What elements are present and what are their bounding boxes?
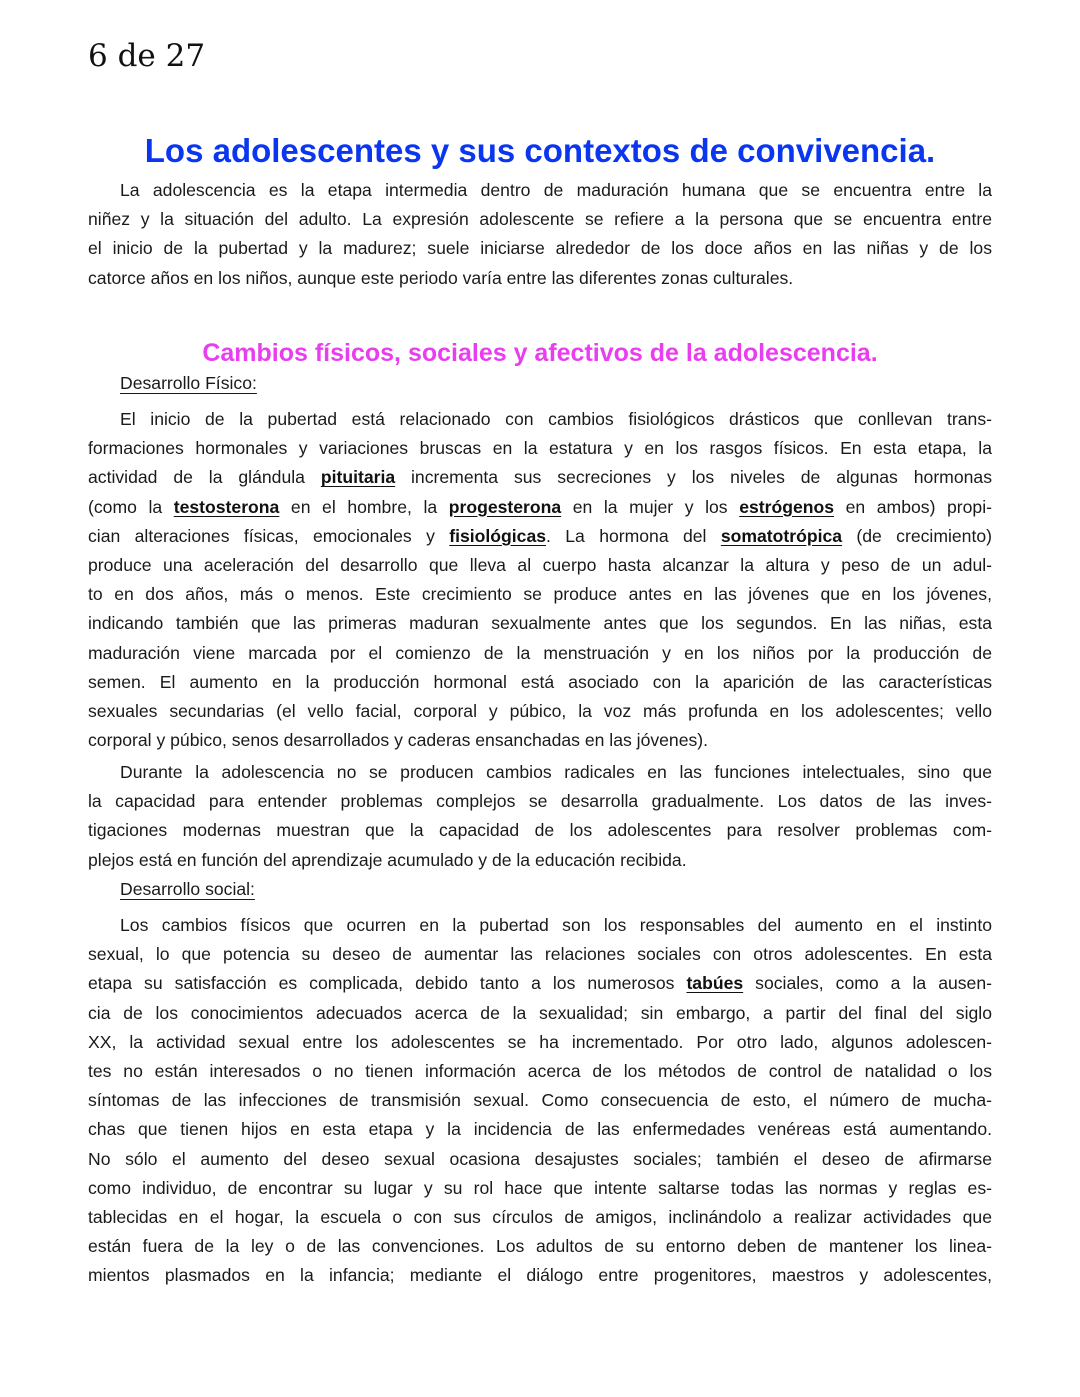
- paragraph-social: [88, 911, 992, 1290]
- text-line: tigaciones modernas muestran que la capacidad de los adolescentes para resolver problemas com-: [88, 820, 992, 841]
- keyword-link[interactable]: estrógenos: [739, 496, 835, 517]
- paragraph-intro: [88, 176, 992, 293]
- text-line: corporal y púbico, senos desarrollados y caderas ensanchadas en las jóvenes).: [88, 730, 709, 751]
- text-line: La adolescencia es la etapa intermedia dentro de maduración humana que se encuentra entre la: [120, 180, 992, 200]
- text-line: indicando también que las primeras maduran sexualmente antes que los segundos. En las niñas, esta: [88, 613, 992, 634]
- keyword-link[interactable]: fisiológicas: [449, 525, 547, 546]
- text-line: el inicio de la pubertad y la madurez; suele iniciarse alrededor de los doce años en las niñas y de los: [88, 238, 992, 259]
- text-line: síntomas de las infecciones de transmisión sexual. Como consecuencia de esto, el número de mucha-: [88, 1090, 992, 1111]
- text-line: Durante la adolescencia no se producen cambios radicales en las funciones intelectuales, sino que: [120, 762, 992, 782]
- keyword-link[interactable]: testosterona: [173, 496, 280, 517]
- subheading-physical: Desarrollo Físico:: [120, 373, 257, 393]
- text-line: mientos plasmados en la infancia; mediante el diálogo entre progenitores, maestros y adolescentes,: [88, 1265, 992, 1286]
- text-line: to en dos años, más o menos. Este crecimiento se produce antes en las jóvenes que en los jóvenes,: [88, 584, 992, 605]
- text-line: maduración viene marcada por el comienzo de la menstruación y en los niños por la producción de: [88, 642, 992, 663]
- text-line: catorce años en los niños, aunque este periodo varía entre las diferentes zonas culturales.: [88, 267, 794, 288]
- text-line: sexual, lo que potencia su deseo de aumentar las relaciones sociales con otros adolescentes. En esta: [88, 944, 992, 965]
- page-title: Los adolescentes y sus contextos de convivencia.: [144, 132, 936, 169]
- subheading-social: Desarrollo social:: [120, 879, 255, 899]
- text-line: plejos está en función del aprendizaje acumulado y de la educación recibida.: [88, 849, 687, 870]
- text-line: formaciones hormonales y variaciones bruscas en la estatura y en los rasgos físicos. En esta etapa, la: [88, 438, 992, 459]
- text-line: niñez y la situación del adulto. La expresión adolescente se refiere a la persona que se encuentra entre: [88, 209, 992, 230]
- text-line: tablecidas en el hogar, la escuela o con sus círculos de amigos, inclinándolo a realizar actividades que: [88, 1206, 992, 1227]
- text-line: cian alteraciones físicas, emocionales y fisiológicas. La hormona del somatotrópica (de crecimiento): [88, 525, 992, 546]
- page-number: 6 de 27: [88, 38, 206, 74]
- keyword-link[interactable]: pituitaria: [320, 467, 396, 488]
- text-line: XX, la actividad sexual entre los adolescentes se ha incrementado. Por otro lado, algunos adolescen-: [88, 1031, 992, 1052]
- text-line: cia de los conocimientos adecuados acerca de la sexualidad; sin embargo, a partir del final del siglo: [88, 1002, 992, 1023]
- text-line: actividad de la glándula pituitaria incrementa sus secreciones y los niveles de algunas hormonas: [88, 467, 992, 488]
- text-line: El inicio de la pubertad está relacionado con cambios fisiológicos drásticos que conllevan trans-: [120, 409, 992, 429]
- text-line: como individuo, de encontrar su lugar y su rol hace que intente saltarse todas las normas y reglas es-: [88, 1177, 992, 1198]
- paragraph-physical: [88, 405, 992, 755]
- keyword-link[interactable]: progesterona: [448, 496, 562, 517]
- text-line: la capacidad para entender problemas complejos se desarrolla gradualmente. Los datos de las inves-: [88, 791, 992, 812]
- text-line: (como la testosterona en el hombre, la progesterona en la mujer y los estrógenos en ambos) propi-: [88, 496, 992, 517]
- text-line: etapa su satisfacción es complicada, debido tanto a los numerosos tabúes sociales, como a la ausen-: [88, 973, 992, 994]
- text-line: están fuera de la ley o de las convenciones. Los adultos de su entorno deben de mantener los linea-: [88, 1236, 992, 1257]
- text-line: produce una aceleración del desarrollo que lleva al cuerpo hasta alcanzar la altura y peso de un adul-: [88, 554, 992, 575]
- paragraph-intellectual: [88, 758, 992, 875]
- section-heading: Cambios físicos, sociales y afectivos de la adolescencia.: [202, 339, 878, 367]
- keyword-link[interactable]: somatotrópica: [720, 525, 843, 546]
- text-line: sexuales secundarias (el vello facial, corporal y púbico, la voz más profunda en los adolescentes; vello: [88, 700, 992, 721]
- text-line: tes no están interesados o no tienen información acerca de los métodos de control de natalidad o los: [88, 1060, 992, 1081]
- text-line: Los cambios físicos que ocurren en la pubertad son los responsables del aumento en el instinto: [120, 915, 992, 935]
- text-line: chas que tienen hijos en esta etapa y la incidencia de las enfermedades venéreas está aumentando.: [88, 1119, 992, 1140]
- text-line: No sólo el aumento del deseo sexual ocasiona desajustes sociales; también el deseo de afirmarse: [88, 1148, 992, 1169]
- text-line: semen. El aumento en la producción hormonal está asociado con la aparición de las características: [88, 671, 992, 692]
- keyword-link[interactable]: tabúes: [686, 973, 744, 994]
